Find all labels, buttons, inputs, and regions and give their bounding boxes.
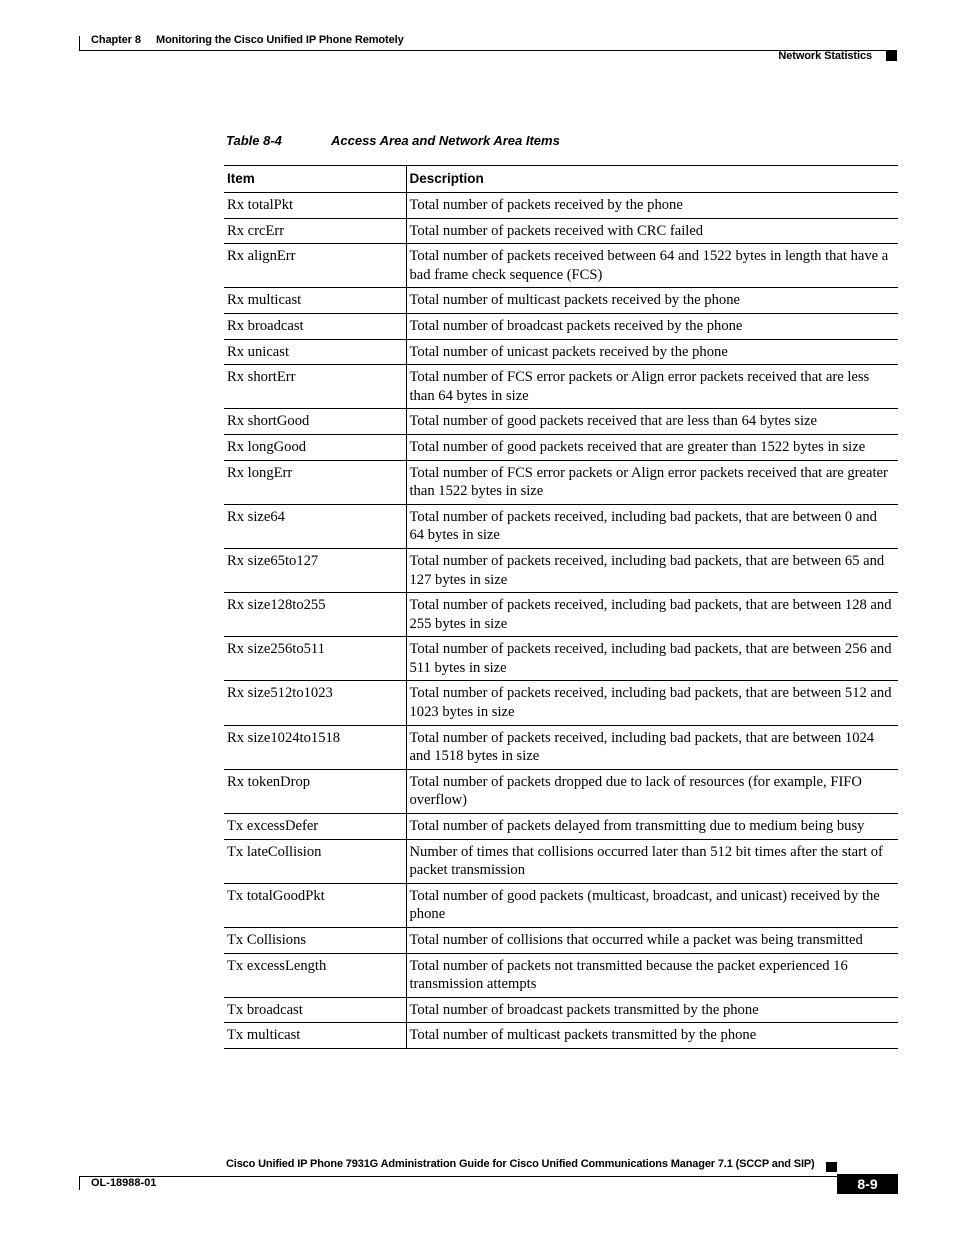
table-row <box>224 288 898 314</box>
row-description: Total number of broadcast packets received by the phone <box>406 313 898 339</box>
row-description: Total number of packets received, including bad packets, that are between 1024 and 1518 bytes in size <box>406 725 898 769</box>
chapter-title: Monitoring the Cisco Unified IP Phone Remotely <box>156 34 404 46</box>
row-item: Rx size65to127 <box>224 548 406 592</box>
row-description: Total number of multicast packets received by the phone <box>406 288 898 314</box>
row-item: Rx longErr <box>224 460 406 504</box>
items-table <box>224 165 898 1049</box>
table-row <box>224 434 898 460</box>
row-description: Total number of collisions that occurred while a packet was being transmitted <box>406 928 898 954</box>
table-row <box>224 769 898 813</box>
row-description: Total number of packets received, including bad packets, that are between 0 and 64 bytes in size <box>406 504 898 548</box>
row-item: Rx crcErr <box>224 218 406 244</box>
row-item: Rx longGood <box>224 434 406 460</box>
row-description: Total number of packets received with CRC failed <box>406 218 898 244</box>
table-row <box>224 218 898 244</box>
table-row <box>224 725 898 769</box>
row-item: Rx totalPkt <box>224 193 406 219</box>
row-item: Tx excessDefer <box>224 814 406 840</box>
table-row <box>224 313 898 339</box>
guide-title: Cisco Unified IP Phone 7931G Administration Guide for Cisco Unified Communications Manager 7.1 (SCCP and SIP) <box>226 1158 815 1170</box>
row-description: Total number of FCS error packets or Align error packets received that are less than 64 bytes in size <box>406 365 898 409</box>
page-number: 8-9 <box>837 1174 898 1194</box>
row-item: Tx lateCollision <box>224 839 406 883</box>
row-description: Total number of packets received, including bad packets, that are between 512 and 1023 bytes in size <box>406 681 898 725</box>
row-item: Rx size1024to1518 <box>224 725 406 769</box>
footer-marker <box>826 1162 837 1172</box>
table-row <box>224 637 898 681</box>
row-description: Total number of packets received, including bad packets, that are between 256 and 511 bytes in size <box>406 637 898 681</box>
row-description: Total number of packets received between 64 and 1522 bytes in length that have a bad frame check sequence (FCS) <box>406 244 898 288</box>
document-number: OL-18988-01 <box>91 1177 157 1189</box>
table-row <box>224 339 898 365</box>
table-row <box>224 244 898 288</box>
table-row <box>224 997 898 1023</box>
row-description: Total number of unicast packets received by the phone <box>406 339 898 365</box>
table-row <box>224 953 898 997</box>
row-description: Total number of packets received, including bad packets, that are between 65 and 127 bytes in size <box>406 548 898 592</box>
table-row <box>224 193 898 219</box>
table-row <box>224 504 898 548</box>
row-item: Rx size128to255 <box>224 593 406 637</box>
header-left-rule <box>79 36 80 50</box>
row-description: Total number of good packets (multicast, broadcast, and unicast) received by the phone <box>406 883 898 927</box>
row-item: Rx multicast <box>224 288 406 314</box>
table-row <box>224 409 898 435</box>
table-row <box>224 365 898 409</box>
column-header-item: Item <box>224 166 406 193</box>
table-row <box>224 1023 898 1049</box>
row-description: Number of times that collisions occurred later than 512 bit times after the start of packet transmission <box>406 839 898 883</box>
row-item: Rx shortErr <box>224 365 406 409</box>
row-description: Total number of broadcast packets transmitted by the phone <box>406 997 898 1023</box>
footer-rule <box>79 1176 837 1177</box>
row-description: Total number of good packets received that are less than 64 bytes size <box>406 409 898 435</box>
row-item: Rx tokenDrop <box>224 769 406 813</box>
chapter-label: Chapter 8 <box>91 34 141 46</box>
table-row <box>224 814 898 840</box>
section-title: Network Statistics <box>778 50 872 62</box>
table-row <box>224 928 898 954</box>
table-row <box>224 681 898 725</box>
row-item: Rx alignErr <box>224 244 406 288</box>
row-description: Total number of packets received by the phone <box>406 193 898 219</box>
table-row <box>224 883 898 927</box>
row-item: Tx totalGoodPkt <box>224 883 406 927</box>
row-description: Total number of packets delayed from transmitting due to medium being busy <box>406 814 898 840</box>
row-item: Tx broadcast <box>224 997 406 1023</box>
table-row <box>224 839 898 883</box>
row-item: Tx excessLength <box>224 953 406 997</box>
table-header-row <box>224 166 898 193</box>
table-caption-title: Access Area and Network Area Items <box>331 133 560 148</box>
row-description: Total number of good packets received that are greater than 1522 bytes in size <box>406 434 898 460</box>
row-item: Rx shortGood <box>224 409 406 435</box>
row-item: Rx size512to1023 <box>224 681 406 725</box>
row-description: Total number of multicast packets transmitted by the phone <box>406 1023 898 1049</box>
row-item: Tx multicast <box>224 1023 406 1049</box>
header-marker <box>886 51 897 61</box>
row-item: Tx Collisions <box>224 928 406 954</box>
row-description: Total number of packets not transmitted because the packet experienced 16 transmission attempts <box>406 953 898 997</box>
row-item: Rx unicast <box>224 339 406 365</box>
table-row <box>224 593 898 637</box>
column-header-description: Description <box>406 166 898 193</box>
row-item: Rx size256to511 <box>224 637 406 681</box>
table-caption-number: Table 8-4 <box>226 133 282 148</box>
header-rule <box>79 50 897 51</box>
row-description: Total number of packets received, including bad packets, that are between 128 and 255 bytes in size <box>406 593 898 637</box>
row-description: Total number of FCS error packets or Align error packets received that are greater than 1522 bytes in size <box>406 460 898 504</box>
row-item: Rx broadcast <box>224 313 406 339</box>
row-description: Total number of packets dropped due to lack of resources (for example, FIFO overflow) <box>406 769 898 813</box>
table-row <box>224 548 898 592</box>
footer-left-rule <box>79 1176 80 1190</box>
row-item: Rx size64 <box>224 504 406 548</box>
table-row <box>224 460 898 504</box>
